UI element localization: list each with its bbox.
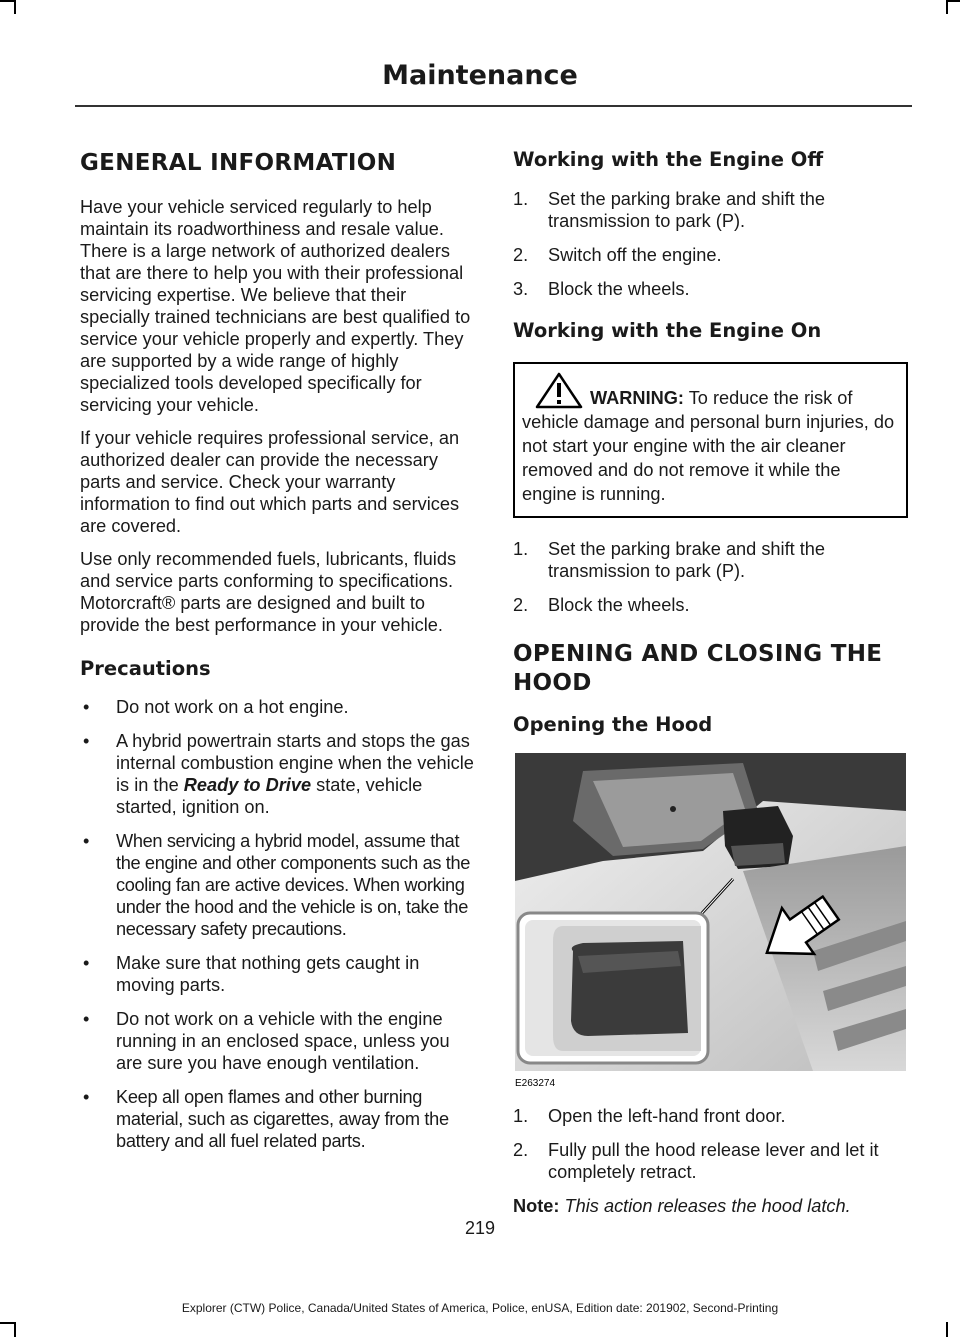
list-item: • Do not work on a vehicle with the engine running in an enclosed space, unless you are sure you have enough ventilation. (80, 1008, 475, 1074)
crop-mark (946, 1322, 948, 1337)
crop-mark (0, 0, 14, 2)
paragraph: If your vehicle requires professional service, an authorized dealer can provide the necessary parts and service. Check your warranty information to find out which parts and services are covered. (80, 427, 460, 536)
crop-mark (0, 1322, 14, 1324)
engine-on-steps (513, 538, 908, 616)
header-divider (75, 105, 912, 107)
subheading-engine-off: Working with the Engine Off (513, 148, 824, 171)
hood-release-illustration (513, 751, 908, 1091)
precautions-list (80, 696, 475, 1152)
page-number: 219 (464, 1218, 496, 1238)
list-item: • Keep all open flames and other burning material, such as cigarettes, away from the battery and all fuel related parts. (80, 1086, 475, 1152)
list-item: • A hybrid powertrain starts and stops the gas internal combustion engine when the vehicle is in the Ready to Drive state, vehicle started, ignition on. (80, 730, 475, 818)
note-label: Note: (513, 1196, 560, 1217)
hood-steps (513, 1105, 908, 1183)
note-text: This action releases the hood latch. (559, 1196, 851, 1217)
list-item: 3. Block the wheels. (513, 279, 690, 300)
list-item: 1. Open the left-hand front door. (513, 1106, 786, 1127)
list-item: 2. Switch off the engine. (513, 245, 722, 266)
footer-text: Explorer (CTW) Police, Canada/United States of America, Police, enUSA, Edition date: 201902, Second-Printing (181, 1301, 779, 1315)
list-item: • Make sure that nothing gets caught in moving parts. (80, 952, 475, 996)
paragraph: Use only recommended fuels, lubricants, fluids and service parts conforming to specifications. Motorcraft® parts are designed and built to provide the best performance in your vehicle. (80, 548, 457, 635)
emphasis-ready-to-drive: Ready to Drive (183, 774, 312, 795)
subheading-opening-the-hood: Opening the Hood (513, 712, 713, 736)
page-title: Maintenance (382, 60, 578, 91)
list-item: 1. Set the parking brake and shift the transmission to park (P). (513, 189, 826, 232)
warning-triangle-icon (534, 372, 584, 410)
crop-mark (946, 0, 948, 14)
left-column (80, 140, 475, 1164)
figure-id: E263274 (515, 1078, 556, 1090)
crop-mark (946, 0, 960, 2)
subheading-precautions: Precautions (80, 656, 211, 680)
paragraph: Have your vehicle serviced regularly to help maintain its roadworthiness and resale value. There is a large network of authorized dealers that are there to help you with their professional servicing expertise. We believe that their specially trained technicians are best qualified to service your vehicle properly and expertly. They are supported by a wide range of highly specialized tools developed specifically for servicing your vehicle. (80, 196, 471, 415)
crop-mark (14, 1322, 16, 1337)
note (513, 1195, 908, 1217)
warning-label: WARNING: (590, 387, 684, 408)
list-item: • Do not work on a hot engine. (80, 696, 475, 718)
section-heading-opening-closing-hood: OPENING AND CLOSING THE HOOD (513, 640, 883, 696)
hood-release-figure (513, 751, 908, 1091)
right-column (513, 140, 908, 1228)
list-item: • When servicing a hybrid model, assume that the engine and other components such as the cooling fan are active devices. When working under the hood and the vehicle is on, take the necessary safety precautions. (80, 830, 475, 940)
engine-off-steps (513, 188, 908, 300)
crop-mark (14, 0, 16, 14)
subheading-engine-on: Working with the Engine On (513, 319, 822, 343)
warning-text: To reduce the risk of vehicle damage and personal burn injuries, do not start your engine with the air cleaner removed and do not remove it while the engine is running. (522, 387, 895, 504)
list-item: 2. Fully pull the hood release lever and let it completely retract. (513, 1140, 879, 1183)
section-heading-general-information: GENERAL INFORMATION (80, 150, 397, 176)
warning-box (513, 362, 908, 518)
list-item: 2. Block the wheels. (513, 594, 690, 615)
list-item: 1. Set the parking brake and shift the transmission to park (P). (513, 538, 826, 581)
